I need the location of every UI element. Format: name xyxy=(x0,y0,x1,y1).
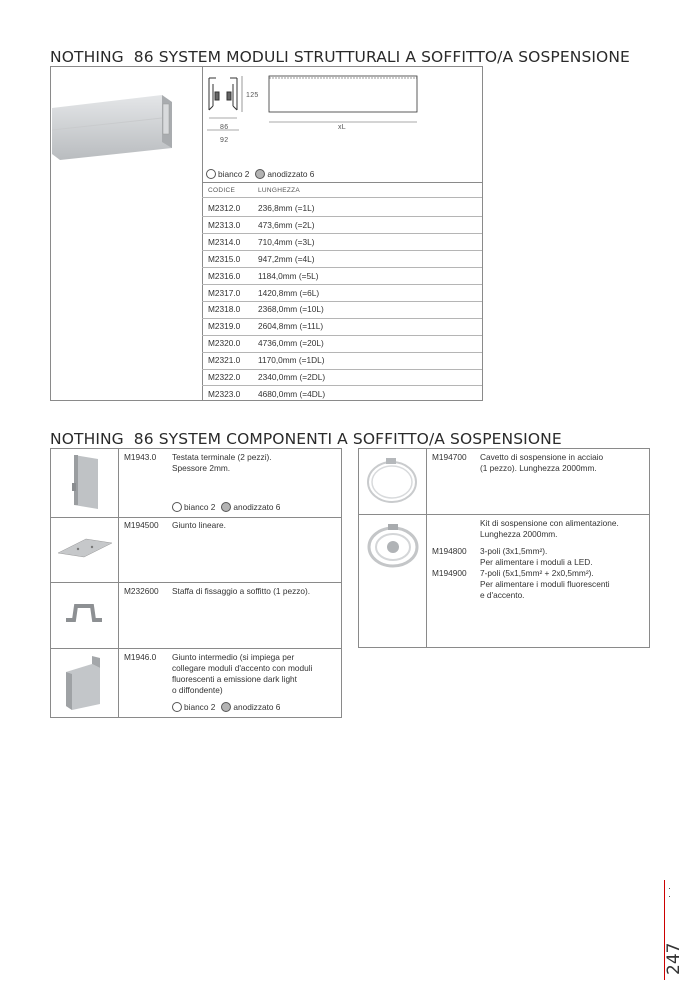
row-divider xyxy=(202,284,482,285)
row-length: 236,8mm (=1L) xyxy=(258,203,315,213)
desc-M194800-line1: 3-poli (3x1,5mm²). xyxy=(480,546,548,556)
desc-M232600: Staffa di fissaggio a soffitto (1 pezzo). xyxy=(172,586,311,596)
row-code: M2317.0 xyxy=(208,287,241,298)
dim-width-inner: 86 xyxy=(220,124,229,131)
row-divider xyxy=(202,352,482,353)
kit-intro-line1: Kit di sospensione con alimentazione. xyxy=(480,518,619,528)
row-code: M2323.0 xyxy=(208,388,241,399)
row-divider xyxy=(202,301,482,302)
desc-M194900-line3: e d'accento. xyxy=(480,590,525,600)
row-length: 4680,0mm (=4DL) xyxy=(258,388,326,399)
row-code: M2320.0 xyxy=(208,338,241,349)
desc-M1946-line4: o diffondente) xyxy=(172,685,223,695)
row-divider xyxy=(202,216,482,217)
desc-M1946-line1: Giunto intermedio (si impiega per xyxy=(172,652,295,662)
profile-module-image xyxy=(52,90,177,160)
row-code: M2321.0 xyxy=(208,355,241,366)
dim-length: xL xyxy=(338,124,346,131)
desc-M194700-line2: (1 pezzo). Lunghezza 2000mm. xyxy=(480,463,597,473)
row-code: M2315.0 xyxy=(208,253,241,264)
row-divider xyxy=(202,233,482,234)
desc-M194500: Giunto lineare. xyxy=(172,520,226,530)
finish-options-M1946: bianco 2 anodizzato 6 xyxy=(172,702,280,712)
row-length: 2340,0mm (=2DL) xyxy=(258,372,326,382)
row-divider xyxy=(202,385,482,386)
code-M1943: M1943.0 xyxy=(124,452,157,462)
anodized-swatch-icon xyxy=(221,502,231,512)
row-length: 710,4mm (=3L) xyxy=(258,236,315,247)
suspension-kit-image xyxy=(364,522,422,572)
profile-technical-drawing xyxy=(204,70,429,152)
finish-options: bianco 2 anodizzato 6 xyxy=(206,169,314,179)
section1-title: NOTHING 86 SYSTEM MODULI STRUTTURALI A SOFFITTO/A SOSPENSIONE xyxy=(50,48,630,66)
desc-M194900-line1: 7-poli (5x1,5mm² + 2x0,5mm²). xyxy=(480,568,594,578)
row-code: M2314.0 xyxy=(208,236,241,247)
row-code: M2316.0 xyxy=(208,270,241,281)
row-code: M2322.0 xyxy=(208,372,241,382)
row-divider xyxy=(202,369,482,370)
code-M194800: M194800 xyxy=(432,546,467,556)
desc-M1946-line3: fluorescenti a emissione dark light xyxy=(172,674,297,684)
row-length: 1170,0mm (=1DL) xyxy=(258,355,325,366)
white-swatch-icon xyxy=(172,702,182,712)
row-length: 1420,8mm (=6L) xyxy=(258,287,320,298)
row-length: 947,2mm (=4L) xyxy=(258,253,315,264)
row-length: 2604,8mm (=11L) xyxy=(258,321,324,332)
white-swatch-icon xyxy=(206,169,216,179)
end-cap-image xyxy=(70,455,102,511)
row-length: 4736,0mm (=20L) xyxy=(258,338,324,349)
white-swatch-icon xyxy=(172,502,182,512)
row-divider xyxy=(202,267,482,268)
ceiling-bracket-image xyxy=(64,600,104,626)
code-M194500: M194500 xyxy=(124,520,159,530)
row-code: M2319.0 xyxy=(208,321,241,332)
anodized-swatch-icon xyxy=(255,169,265,179)
desc-M1946-line2: collegare moduli d'accento con moduli xyxy=(172,663,313,673)
row-code: M2318.0 xyxy=(208,304,241,315)
desc-M194800-line2: Per alimentare i moduli a LED. xyxy=(480,557,593,567)
header-length: LUNGHEZZA xyxy=(258,187,301,194)
row-length: 473,6mm (=2L) xyxy=(258,219,315,230)
row-code: M2313.0 xyxy=(208,219,241,230)
linear-joint-image xyxy=(56,535,114,561)
dim-height: 125 xyxy=(246,92,259,99)
desc-M1943-line1: Testata terminale (2 pezzi). xyxy=(172,452,272,462)
row-length: 2368,0mm (=10L) xyxy=(258,304,324,315)
code-M232600: M232600 xyxy=(124,586,159,596)
desc-M194700-line1: Cavetto di sospensione in acciaio xyxy=(480,452,604,462)
dim-width-outer: 92 xyxy=(220,137,229,144)
desc-M194900-line2: Per alimentare i moduli fluorescenti xyxy=(480,579,610,589)
row-code: M2312.0 xyxy=(208,203,241,213)
code-M194700: M194700 xyxy=(432,452,467,462)
row-length: 1184,0mm (=5L) xyxy=(258,270,319,281)
header-code: CODICE xyxy=(208,187,236,194)
anodized-swatch-icon xyxy=(221,702,231,712)
code-M194900: M194900 xyxy=(432,568,467,578)
section2-title: NOTHING 86 SYSTEM COMPONENTI A SOFFITTO/A SOSPENSIONE xyxy=(50,430,562,448)
page-dots: · · xyxy=(668,883,671,901)
row-divider xyxy=(202,335,482,336)
finish-options-M1943: bianco 2 anodizzato 6 xyxy=(172,502,280,512)
code-M1946: M1946.0 xyxy=(124,652,157,662)
row-divider xyxy=(202,250,482,251)
kit-intro-line2: Lunghezza 2000mm. xyxy=(480,529,558,539)
intermediate-joint-image xyxy=(62,656,104,712)
page-number: 247 xyxy=(664,942,684,975)
steel-cable-image xyxy=(362,456,422,508)
desc-M1943-line2: Spessore 2mm. xyxy=(172,463,231,473)
row-divider xyxy=(202,318,482,319)
